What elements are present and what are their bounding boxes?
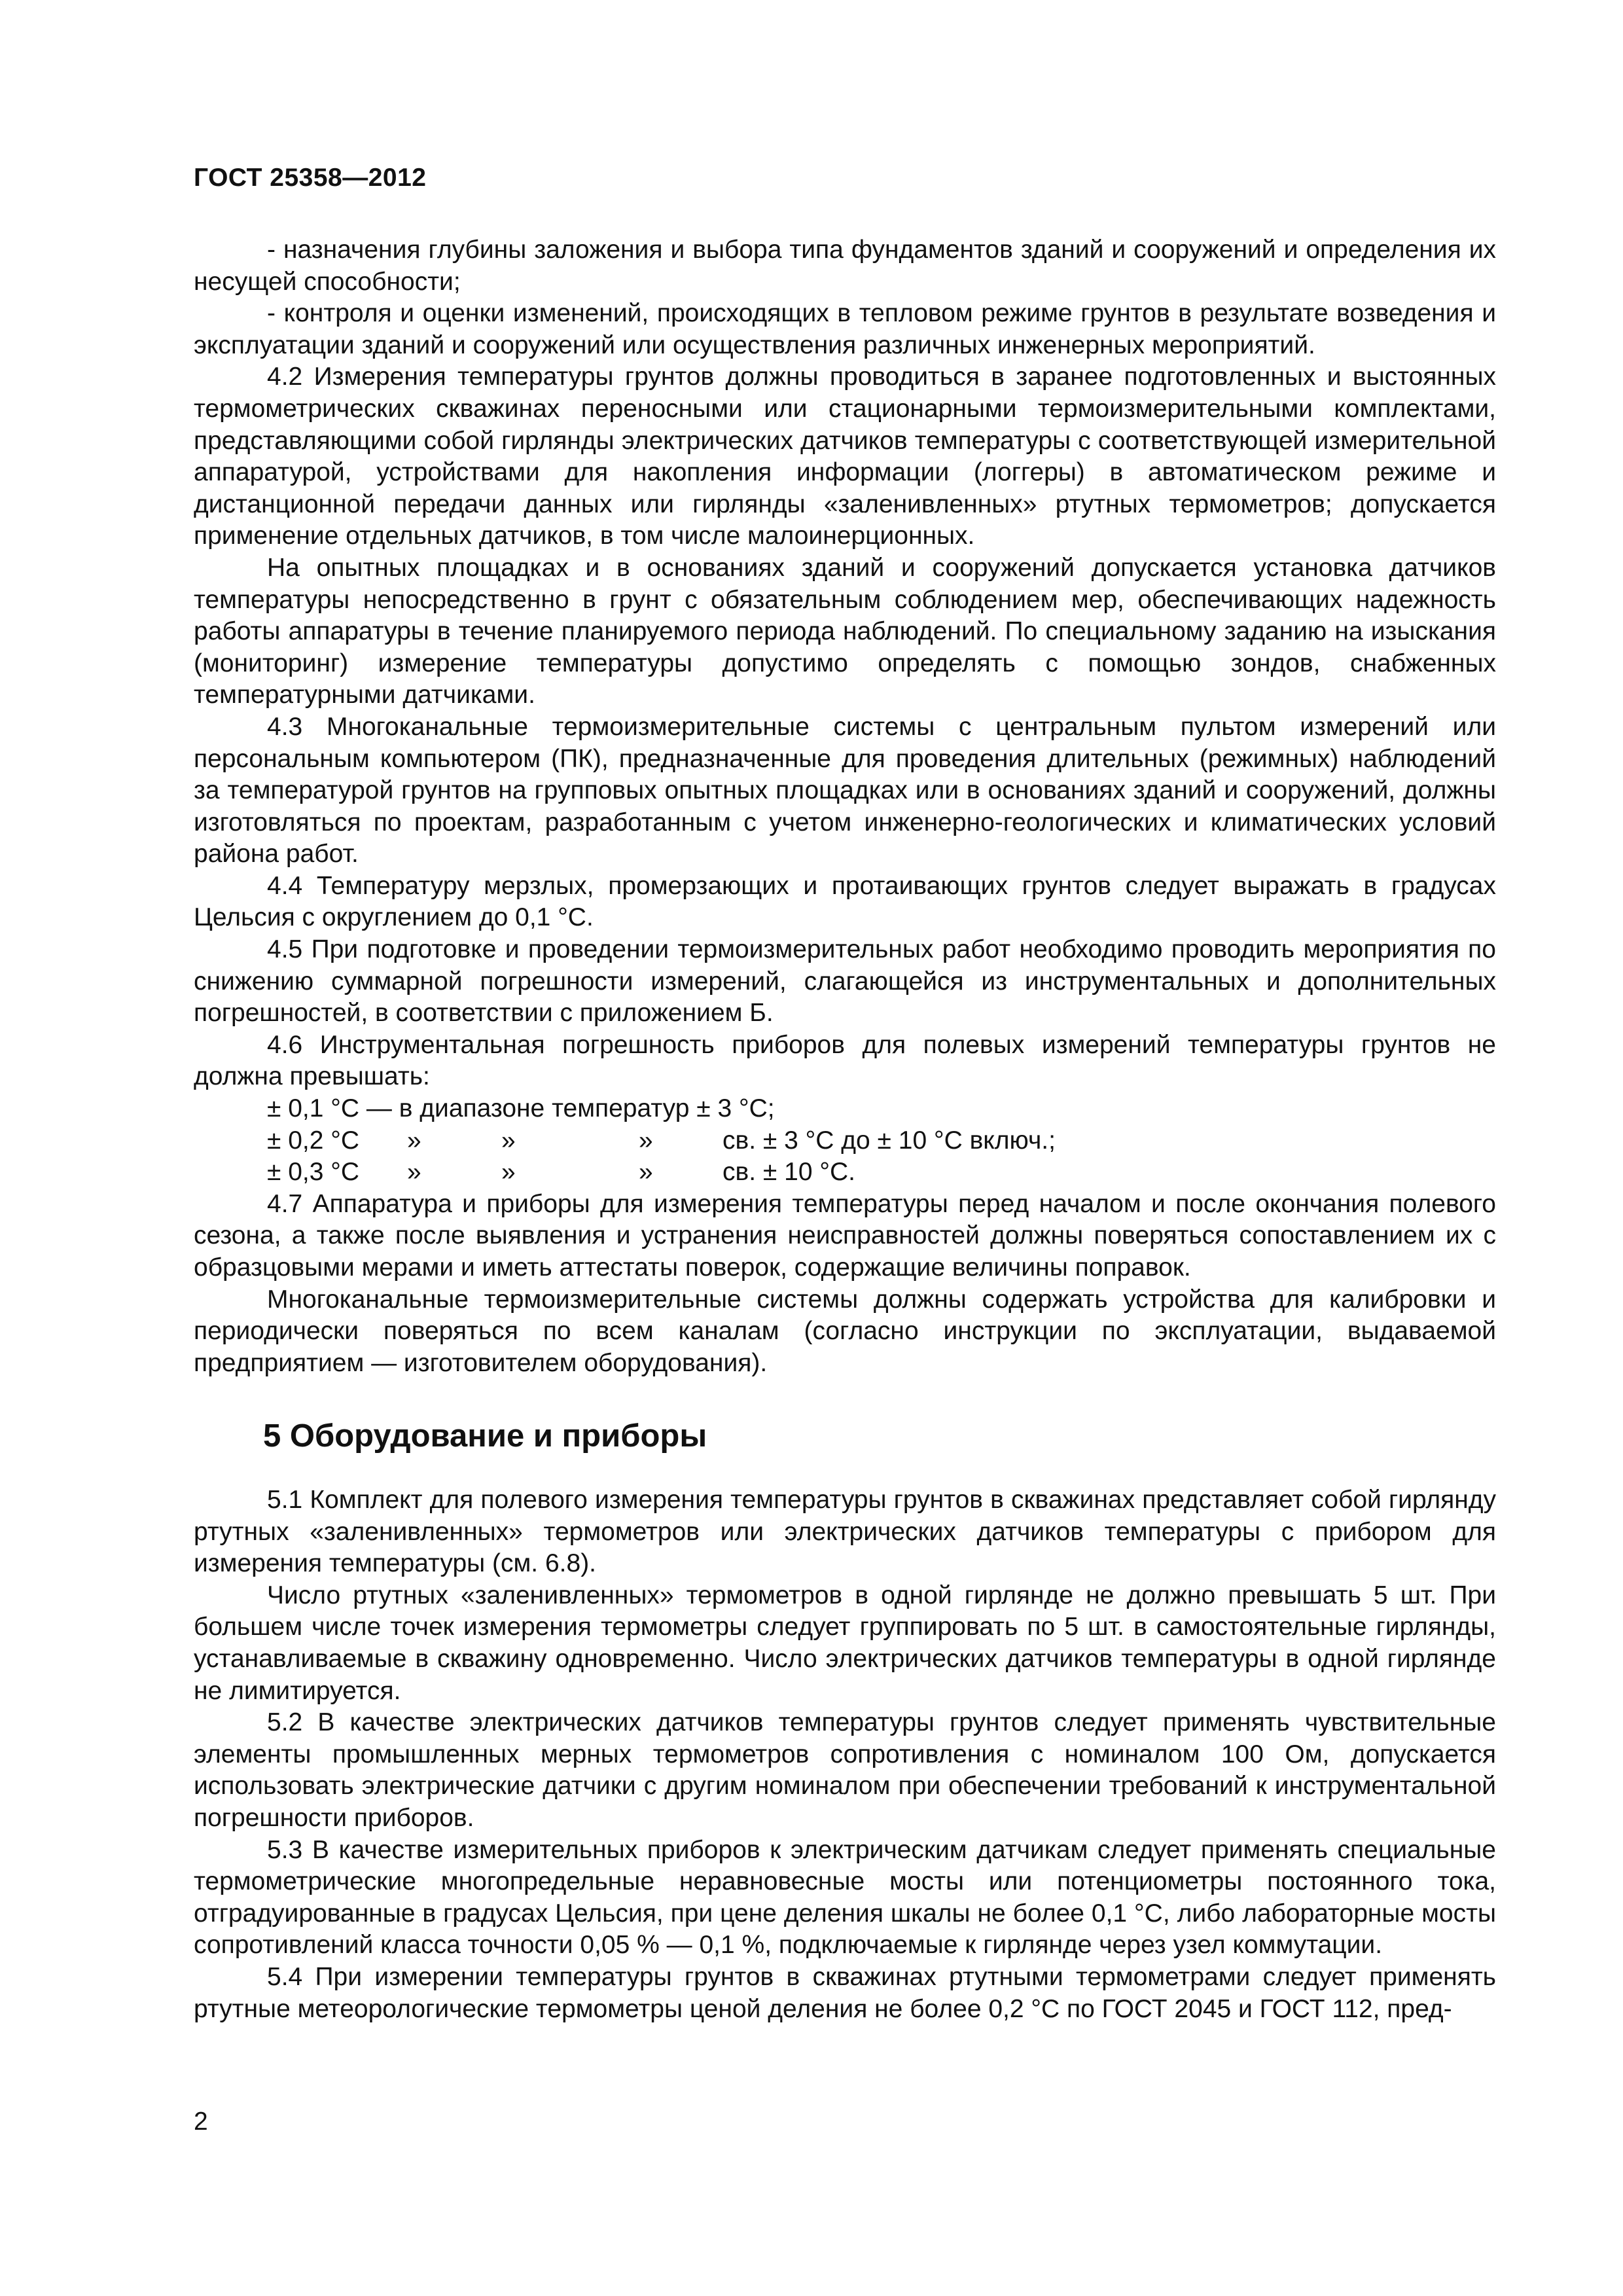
ditto-mark: » (407, 1158, 421, 1187)
paragraph: 5.1 Комплект для полевого измерения температуры грунтов в скважинах представляет собой гирлянду ртутных «заленивленных» термометров или электрических датчиков температуры с прибором для измерения температуры (см. 6.8). (194, 1486, 1496, 1578)
tolerance-row (194, 1125, 1496, 1157)
paragraph: 4.5 При подготовке и проведении термоизмерительных работ необходимо проводить мероприятия по снижению суммарной погрешности измерений, слагающейся из инструментальных и дополнительных погрешностей, в соответствии с приложением Б. (194, 935, 1496, 1028)
ditto-mark: » (501, 1158, 516, 1187)
tolerance-value: ± 0,3 °С (267, 1158, 360, 1187)
paragraph: 5.4 При измерении температуры грунтов в скважинах ртутными термометрами следует применять ртутные метеорологические термометры ценой деления не более 0,2 °С по ГОСТ 2045 и ГОСТ 112, пред- (194, 1962, 1496, 2023)
section-title: 5 Оборудование и приборы (263, 1418, 707, 1454)
page-number: 2 (194, 2108, 208, 2136)
ditto-mark: » (501, 1126, 516, 1155)
paragraph: - назначения глубины заложения и выбора типа фундаментов зданий и сооружений и определения их несущей способности; (194, 236, 1496, 296)
body-top (194, 234, 1496, 1379)
paragraph: На опытных площадках и в основаниях зданий и сооружений допускается установка датчиков температуры непосредственно в грунт с обязательным соблюдением мер, обеспечивающих надежность работы аппаратуры в течение планируемого периода наблюдений. По специальному заданию на изыскания (мониторинг) измерение температуры допустимо определять с помощью зондов, снабженных температурными датчиками. (194, 553, 1496, 709)
paragraph: 4.4 Температуру мерзлых, промерзающих и протаивающих грунтов следует выражать в градусах Цельсия с округлением до 0,1 °С. (194, 871, 1496, 932)
paragraph: 5.2 В качестве электрических датчиков температуры грунтов следует применять чувствительные элементы промышленных мерных термометров сопротивления с номиналом 100 Ом, допускается использовать электрические датчики с другим номиналом при обеспечении требований к инструментальной погрешности приборов. (194, 1708, 1496, 1832)
paragraph: 4.6 Инструментальная погрешность приборов для полевых измерений температуры грунтов не должна превышать: (194, 1030, 1496, 1091)
paragraph: 4.7 Аппаратура и приборы для измерения температуры перед началом и после окончания полевого сезона, а также после выявления и устранения неисправностей должны поверяться сопоставлением их с образцовыми мерами и иметь аттестаты поверок, содержащие величины поправок. (194, 1189, 1496, 1282)
paragraph: - контроля и оценки изменений, происходящих в тепловом режиме грунтов в результате возведения и эксплуатации зданий и сооружений или осуществления различных инженерных мероприятий. (194, 299, 1496, 359)
document-header: ГОСТ 25358—2012 (194, 164, 427, 192)
tolerance-value: ± 0,2 °С (267, 1126, 360, 1155)
paragraph: 4.2 Измерения температуры грунтов должны проводиться в заранее подготовленных и выстоянных термометрических скважинах переносными или стационарными термоизмерительными комплектами, представляющими собой гирлянды электрических датчиков температуры с соответствующей измерительной аппаратурой, устройствами для накопления информации (логгеры) в автоматическом режиме и дистанционной передачи данных или гирлянды «заленивленных» ртутных термометров; допускается применение отдельных датчиков, в том числе малоинерционных. (194, 363, 1496, 550)
paragraph: Число ртутных «заленивленных» термометров в одной гирлянде не должно превышать 5 шт. При большем числе точек измерения термометры следует группировать по 5 шт. в самостоятельные гирлянды, устанавливаемые в скважину одновременно. Число электрических датчиков температуры в одной гирлянде не лимитируется. (194, 1581, 1496, 1705)
tolerance-row (194, 1157, 1496, 1189)
tolerance-line: ± 0,1 °С — в диапазоне температур ± 3 °С; (267, 1094, 775, 1123)
paragraph: 4.3 Многоканальные термоизмерительные системы с центральным пультом измерений или персональным компьютером (ПК), предназначенные для проведения длительных (режимных) наблюдений за температурой грунтов на групповых опытных площадках или в основаниях зданий и сооружений, должны изготовляться по проектам, разработанным с учетом инженерно-геологических и климатических условий района работ. (194, 712, 1496, 869)
ditto-mark: » (639, 1126, 653, 1155)
paragraph: Многоканальные термоизмерительные системы должны содержать устройства для калибровки и периодически поверяться по всем каналам (согласно инструкции по эксплуатации, выдаваемой предприятием — изготовителем оборудования). (194, 1285, 1496, 1377)
ditto-mark: » (407, 1126, 421, 1155)
ditto-mark: » (639, 1158, 653, 1187)
body-bottom (194, 1484, 1496, 2025)
paragraph: 5.3 В качестве измерительных приборов к электрическим датчикам следует применять специальные термометрические многопредельные неравновесные мосты или потенциометры постоянного тока, отградуированные в градусах Цельсия, при цене деления шкалы не более 0,1 °С, либо лабораторные мосты сопротивлений класса точности 0,05 % — 0,1 %, подключаемые к гирлянде через узел коммутации. (194, 1835, 1496, 1960)
tolerance-range: св. ± 3 °С до ± 10 °С включ.; (722, 1126, 1056, 1155)
tolerance-range: св. ± 10 °С. (722, 1158, 855, 1187)
